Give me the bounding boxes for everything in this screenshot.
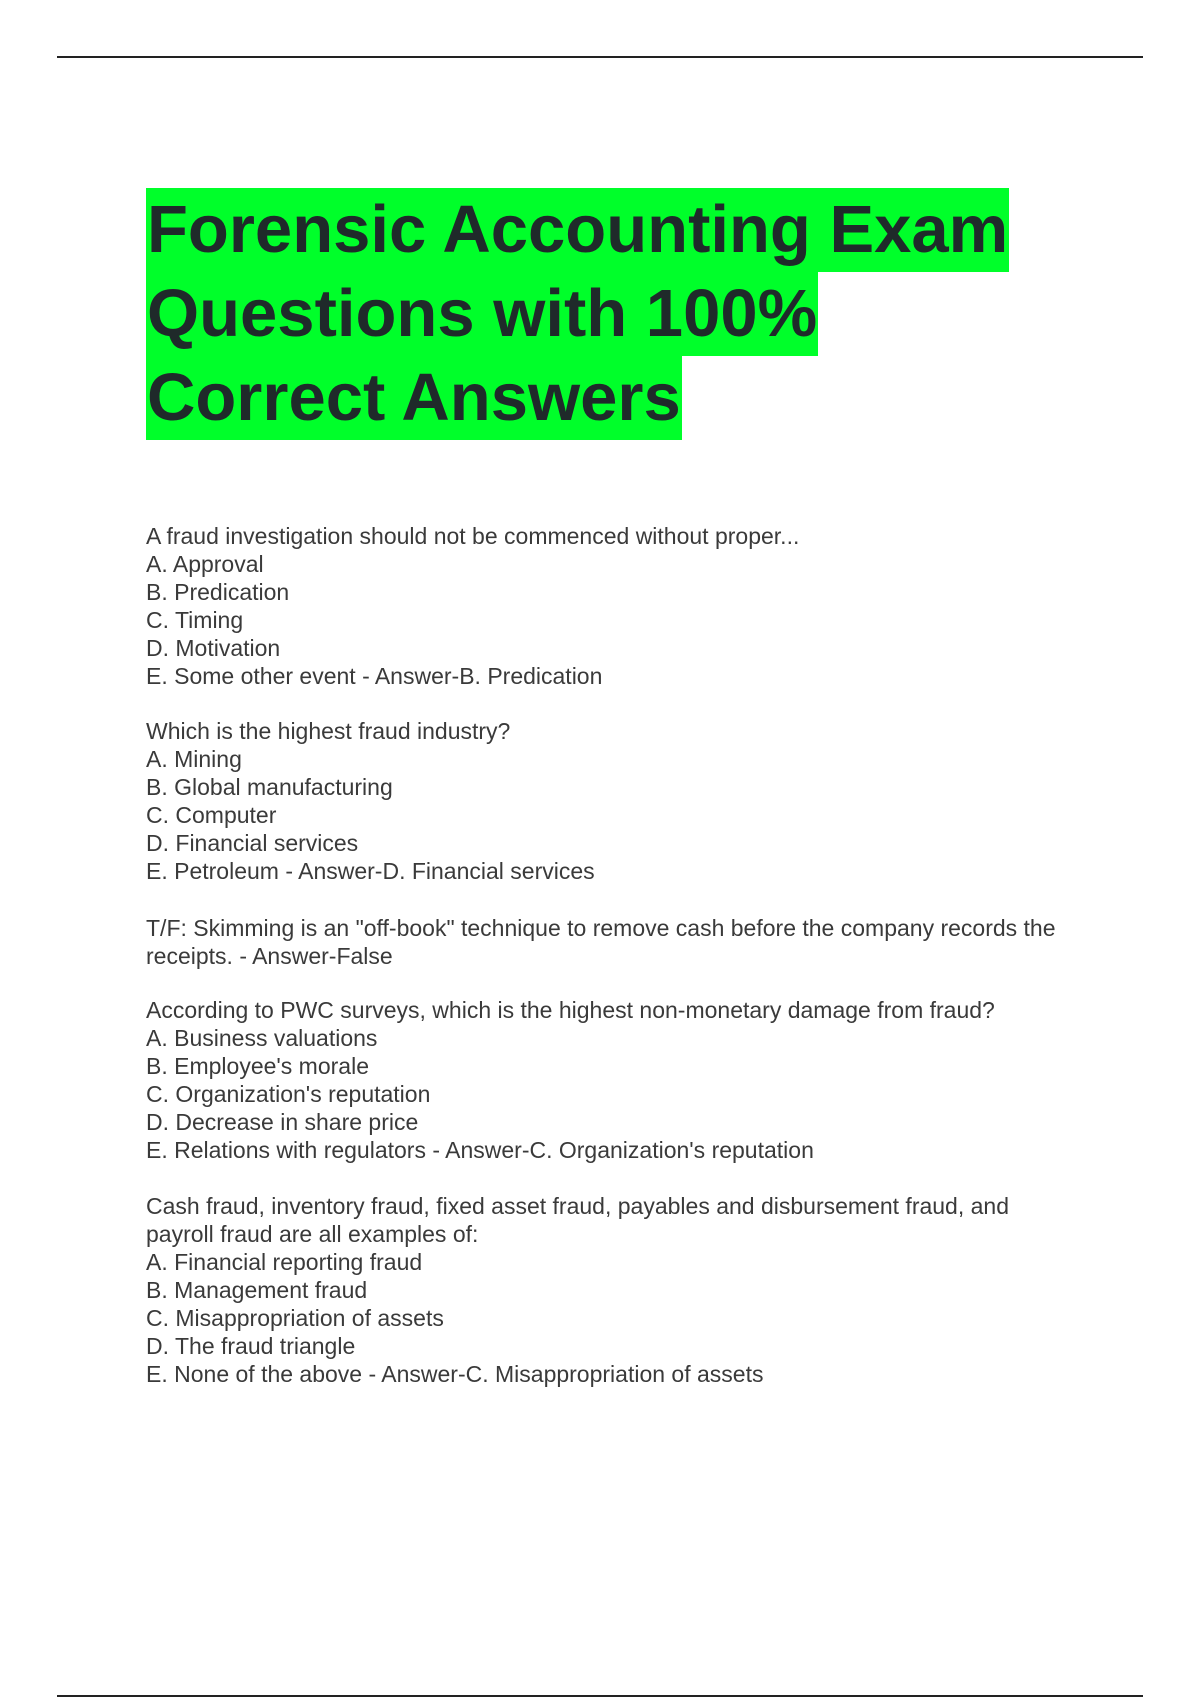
question-prompt: Which is the highest fraud industry? (146, 718, 511, 744)
question-block (146, 914, 1076, 970)
answer-option: B. Predication (146, 579, 290, 605)
question-block (146, 717, 1076, 885)
answer-option-with-answer: E. None of the above - Answer-C. Misappropriation of assets (146, 1361, 764, 1387)
question-prompt-with-answer: T/F: Skimming is an "off-book" technique to remove cash before the company records the receipts. - Answer-False (146, 915, 1056, 969)
answer-option: C. Organization's reputation (146, 1081, 431, 1107)
answer-option: C. Misappropriation of assets (146, 1305, 444, 1331)
answer-option-with-answer: E. Petroleum - Answer-D. Financial services (146, 858, 595, 884)
question-block (146, 522, 1076, 690)
question-block (146, 1192, 1076, 1388)
document-title (146, 188, 1086, 440)
answer-option: A. Mining (146, 746, 242, 772)
answer-option: C. Computer (146, 802, 277, 828)
answer-option: D. Financial services (146, 830, 359, 856)
answer-option: B. Management fraud (146, 1277, 368, 1303)
question-prompt: Cash fraud, inventory fraud, fixed asset fraud, payables and disbursement fraud, and payroll fraud are all examples of: (146, 1193, 1010, 1247)
top-rule (57, 56, 1143, 58)
question-block (146, 996, 1076, 1164)
answer-option: A. Financial reporting fraud (146, 1249, 423, 1275)
question-prompt: A fraud investigation should not be commenced without proper... (146, 523, 800, 549)
answer-option: B. Global manufacturing (146, 774, 393, 800)
answer-option-with-answer: E. Some other event - Answer-B. Predication (146, 663, 603, 689)
answer-option: D. Motivation (146, 635, 281, 661)
title-line-2: Questions with 100% (146, 272, 818, 356)
title-line-1: Forensic Accounting Exam (146, 188, 1009, 272)
title-line-3: Correct Answers (146, 356, 682, 440)
bottom-rule (57, 1695, 1143, 1697)
answer-option: C. Timing (146, 607, 244, 633)
question-prompt: According to PWC surveys, which is the highest non-monetary damage from fraud? (146, 997, 995, 1023)
answer-option-with-answer: E. Relations with regulators - Answer-C. Organization's reputation (146, 1137, 814, 1163)
answer-option: A. Business valuations (146, 1025, 378, 1051)
answer-option: A. Approval (146, 551, 264, 577)
answer-option: B. Employee's morale (146, 1053, 369, 1079)
answer-option: D. Decrease in share price (146, 1109, 419, 1135)
answer-option: D. The fraud triangle (146, 1333, 356, 1359)
question-list (146, 522, 1076, 1388)
